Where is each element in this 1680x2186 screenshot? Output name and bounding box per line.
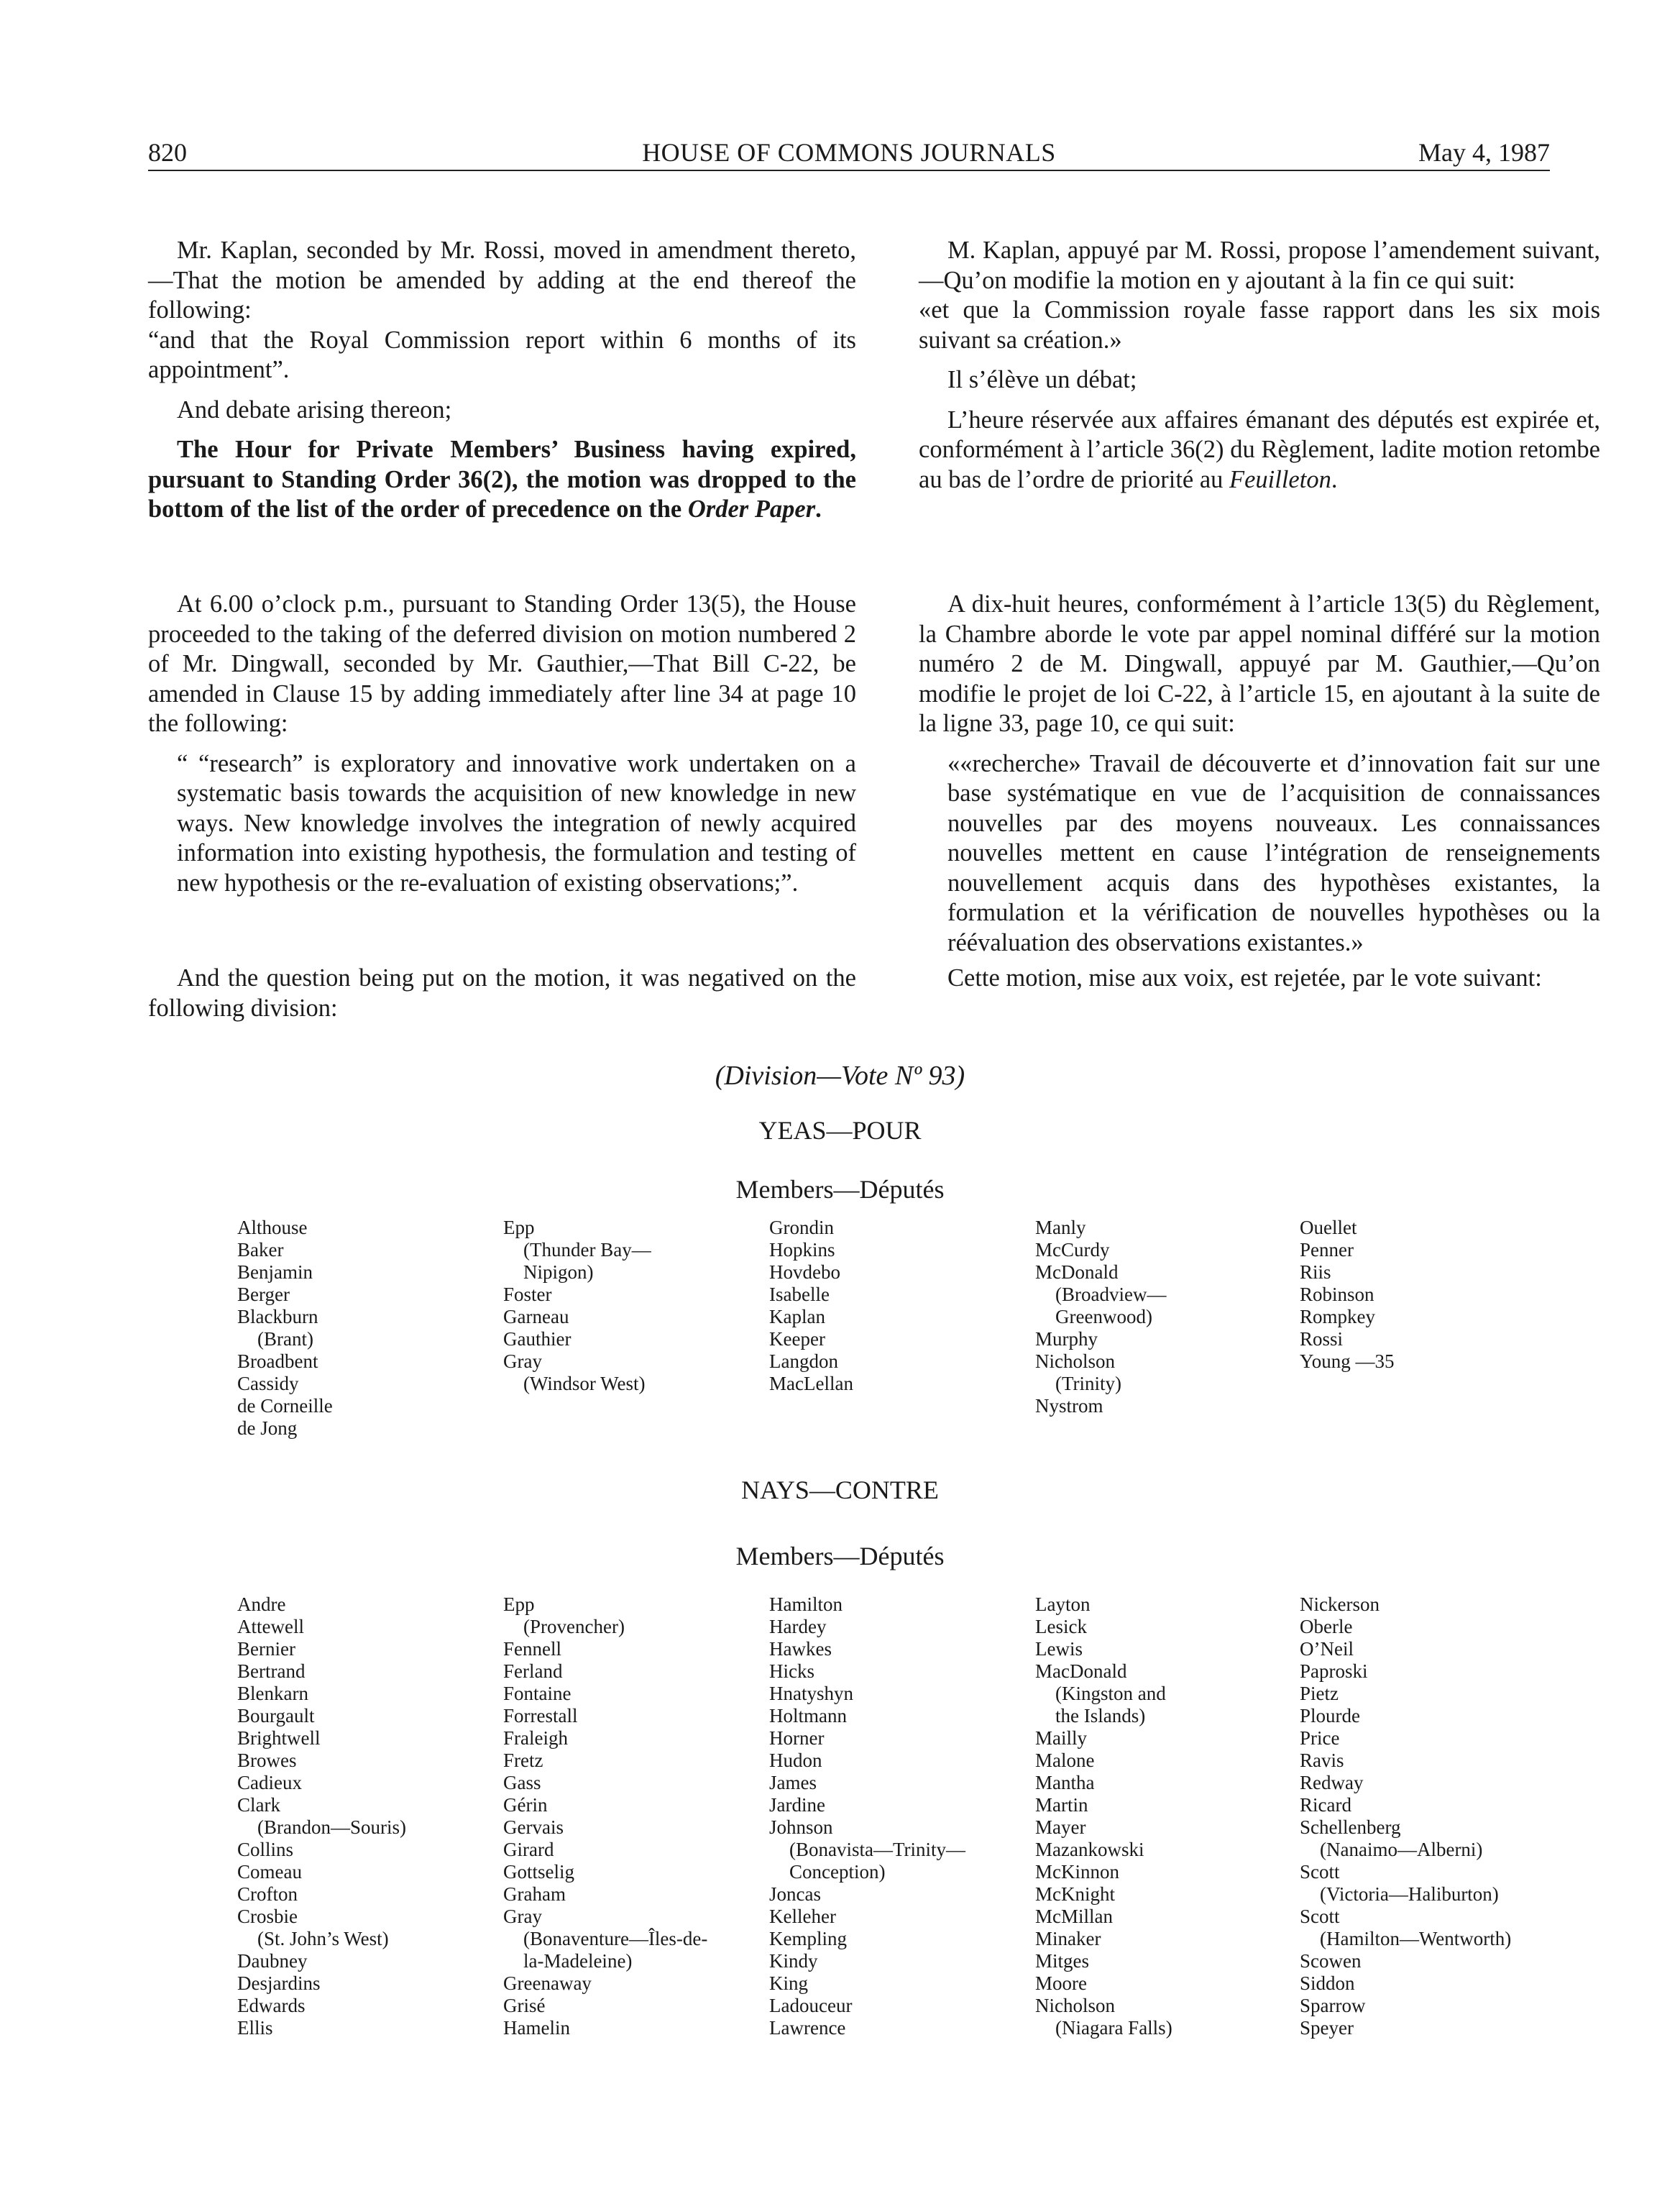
english-amendment-block — [148, 236, 856, 525]
member-name: Grondin — [769, 1217, 834, 1238]
member-name: Plourde — [1300, 1705, 1360, 1727]
english-hour-paragraph: The Hour for Private Members’ Business having expired, pursuant to Standing Order 36(2), the motion was dropped to the bottom of the list of the order of precedence on the Order Paper. — [148, 436, 856, 523]
member-name: Fraleigh — [503, 1727, 568, 1749]
yeas-column — [1035, 1217, 1166, 1417]
member-name: Hicks — [769, 1660, 814, 1682]
nays-heading: NAYS—CONTRE — [741, 1476, 939, 1504]
member-name: Keeper — [769, 1328, 825, 1350]
member-name: Rompkey — [1300, 1306, 1375, 1327]
member-name: Grisé — [503, 1995, 546, 2016]
french-deferred-paragraph: A dix-huit heures, conformément à l’article 13(5) du Règlement, la Chambre aborde le vote par appel nominal différé sur la motion numéro 2 de M. Dingwall, appuyé par M. Gauthier,—Qu’on modifie le projet de loi C-22, à l’article 15, en ajoutant à la suite de la ligne 33, page 10, ce qui suit: — [919, 590, 1600, 737]
member-name: McCurdy — [1035, 1239, 1110, 1261]
member-name: Joncas — [769, 1883, 821, 1905]
member-name: Kelleher — [769, 1906, 836, 1927]
member-name: Rossi — [1300, 1328, 1344, 1350]
member-name: Brightwell — [237, 1727, 321, 1749]
member-name: Langdon — [769, 1350, 838, 1372]
member-name: Mayer — [1035, 1816, 1086, 1838]
member-name: Kempling — [769, 1928, 847, 1949]
member-name: McKnight — [1035, 1883, 1115, 1905]
page-number: 820 — [148, 138, 187, 167]
member-name: Hawkes — [769, 1638, 832, 1660]
member-name: (Provencher) — [523, 1616, 625, 1637]
french-research-quote: ««recherche» Travail de découverte et d’innovation fait sur une base systématique en vue de l’acquisition de connaissances nouvelles par des moyens nouveaux. Les connaissances nouvelles mettent en cause l’intégration de renseignements nouvellement acquis dans des hypothèses existantes, la formulation et la vérification de nouvelles hypothèses ou la réévaluation des observations existantes.» — [947, 749, 1600, 956]
french-question-block — [919, 964, 1600, 994]
english-question-paragraph: And the question being put on the motion, it was negatived on the following division: — [148, 964, 856, 1022]
member-name: Pietz — [1300, 1683, 1339, 1704]
member-name: Greenwood) — [1055, 1306, 1152, 1327]
member-name: Holtmann — [769, 1705, 847, 1727]
member-name: McMillan — [1035, 1906, 1113, 1927]
member-name: Mitges — [1035, 1950, 1090, 1972]
member-name: Riis — [1300, 1261, 1331, 1283]
member-name: Layton — [1035, 1593, 1091, 1615]
member-name: Crofton — [237, 1883, 298, 1905]
member-name: Nipigon) — [523, 1261, 594, 1283]
member-name: Gauthier — [503, 1328, 572, 1350]
member-name: Mantha — [1035, 1772, 1095, 1793]
member-name: Hudon — [769, 1750, 822, 1771]
member-name: Ouellet — [1300, 1217, 1357, 1238]
nays-column — [769, 1593, 965, 2039]
member-name: Conception) — [789, 1861, 886, 1883]
member-name: Clark — [237, 1794, 280, 1816]
member-name: Berger — [237, 1284, 290, 1305]
member-name: James — [769, 1772, 817, 1793]
member-name: Hopkins — [769, 1239, 835, 1261]
member-name: Penner — [1300, 1239, 1354, 1261]
member-name: Baker — [237, 1239, 284, 1261]
member-name: Nicholson — [1035, 1995, 1115, 2016]
member-name: Andre — [237, 1593, 286, 1615]
member-name: Oberle — [1300, 1616, 1353, 1637]
yeas-heading: YEAS—POUR — [758, 1116, 922, 1145]
member-name: MacLellan — [769, 1373, 853, 1394]
member-name: Hnatyshyn — [769, 1683, 853, 1704]
member-name: Benjamin — [237, 1261, 313, 1283]
journal-date: May 4, 1987 — [1418, 138, 1550, 167]
member-name: Nicholson — [1035, 1350, 1115, 1372]
member-name: Paproski — [1300, 1660, 1368, 1682]
member-name: Gass — [503, 1772, 541, 1793]
member-name: Redway — [1300, 1772, 1364, 1793]
member-name: (St. John’s West) — [257, 1928, 389, 1949]
member-name: Jardine — [769, 1794, 825, 1816]
member-name: Young —35 — [1300, 1350, 1395, 1372]
member-name: Bourgault — [237, 1705, 315, 1727]
member-name: (Victoria—Haliburton) — [1320, 1883, 1499, 1905]
english-research-quote: “ “research” is exploratory and innovative work undertaken on a systematic basis towards the acquisition of new knowledge in new ways. New knowledge involves the integration of newly acquired information into existing hypothesis, the formulation and testing of new hypothesis or the re-evaluation of existing observations;”. — [177, 749, 856, 897]
english-deferred-block — [148, 590, 856, 898]
nays-members-heading: Members—Députés — [735, 1542, 945, 1570]
member-name: (Brandon—Souris) — [257, 1816, 406, 1838]
member-name: McKinnon — [1035, 1861, 1119, 1883]
member-name: Forrestall — [503, 1705, 578, 1727]
member-name: la-Madeleine) — [523, 1950, 633, 1972]
member-name: Epp — [503, 1217, 535, 1238]
member-name: Minaker — [1035, 1928, 1101, 1949]
member-name: Epp — [503, 1593, 535, 1615]
member-name: Fennell — [503, 1638, 561, 1660]
member-name: Gray — [503, 1350, 542, 1372]
member-name: Robinson — [1300, 1284, 1374, 1305]
member-name: Kindy — [769, 1950, 818, 1972]
member-name: McDonald — [1035, 1261, 1119, 1283]
member-name: (Brant) — [257, 1328, 313, 1350]
member-name: (Hamilton—Wentworth) — [1320, 1928, 1512, 1949]
member-name: Graham — [503, 1883, 566, 1905]
nays-column — [1035, 1593, 1172, 2039]
member-name: (Nanaimo—Alberni) — [1320, 1839, 1483, 1860]
member-name: (Trinity) — [1055, 1373, 1122, 1394]
english-amendment-paragraph: Mr. Kaplan, seconded by Mr. Rossi, moved in amendment thereto,—That the motion be amended by adding at the end thereof the following: — [148, 237, 856, 324]
french-deferred-block — [919, 590, 1600, 958]
member-name: (Windsor West) — [523, 1373, 646, 1394]
member-name: MacDonald — [1035, 1660, 1127, 1682]
english-debate-paragraph: And debate arising thereon; — [177, 395, 452, 424]
member-name: Fretz — [503, 1750, 543, 1771]
journal-title: HOUSE OF COMMONS JOURNALS — [642, 138, 1056, 167]
member-name: the Islands) — [1055, 1705, 1146, 1727]
member-name: Scott — [1300, 1906, 1340, 1927]
member-name: Comeau — [237, 1861, 302, 1883]
member-name: Murphy — [1035, 1328, 1098, 1350]
french-amendment-block — [919, 236, 1600, 495]
english-deferred-paragraph: At 6.00 o’clock p.m., pursuant to Standing Order 13(5), the House proceeded to the taking of the deferred division on motion numbered 2 of Mr. Dingwall, seconded by Mr. Gauthier,—That Bill C-22, be amended in Clause 15 by adding immediately after line 34 at page 10 the following: — [148, 590, 856, 737]
member-name: Browes — [237, 1750, 297, 1771]
member-name: Ravis — [1300, 1750, 1344, 1771]
member-name: (Kingston and — [1055, 1683, 1166, 1704]
member-name: Greenaway — [503, 1972, 592, 1994]
member-name: Desjardins — [237, 1972, 321, 1994]
member-name: Bertrand — [237, 1660, 306, 1682]
member-name: de Corneille — [237, 1395, 333, 1417]
member-name: Scowen — [1300, 1950, 1362, 1972]
member-name: Foster — [503, 1284, 552, 1305]
member-name: Mailly — [1035, 1727, 1087, 1749]
member-name: Price — [1300, 1727, 1340, 1749]
member-name: Hardey — [769, 1616, 827, 1637]
member-name: Collins — [237, 1839, 294, 1860]
french-amendment-paragraph: M. Kaplan, appuyé par M. Rossi, propose l’amendement suivant,—Qu’on modifie la motion en y ajoutant à la fin ce qui suit: — [919, 237, 1600, 294]
member-name: (Niagara Falls) — [1055, 2017, 1172, 2039]
member-name: Lewis — [1035, 1638, 1083, 1660]
french-hour-paragraph: L’heure réservée aux affaires émanant des députés est expirée et, conformément à l’article 36(2) du Règlement, ladite motion retombe au bas de l’ordre de priorité au Feuilleton. — [919, 406, 1600, 493]
nays-column — [1300, 1593, 1511, 2039]
yeas-column — [503, 1217, 651, 1395]
yeas-column — [1300, 1217, 1395, 1373]
member-name: Broadbent — [237, 1350, 318, 1372]
member-name: Cadieux — [237, 1772, 302, 1793]
member-name: Lawrence — [769, 2017, 846, 2039]
member-name: Ferland — [503, 1660, 563, 1682]
member-name: Edwards — [237, 1995, 306, 2016]
french-amendment-quote: «et que la Commission royale fasse rapport dans les six mois suivant sa création.» — [919, 296, 1600, 354]
member-name: Hamilton — [769, 1593, 843, 1615]
member-name: Blenkarn — [237, 1683, 308, 1704]
member-name: Hamelin — [503, 2017, 570, 2039]
yeas-column — [769, 1217, 853, 1395]
member-name: Scott — [1300, 1861, 1340, 1883]
member-name: Speyer — [1300, 2017, 1354, 2039]
member-name: Attewell — [237, 1616, 304, 1637]
member-name: Kaplan — [769, 1306, 825, 1327]
member-name: Lesick — [1035, 1616, 1087, 1637]
member-name: Sparrow — [1300, 1995, 1366, 2016]
nays-column — [503, 1593, 707, 2039]
member-name: (Thunder Bay— — [523, 1239, 651, 1261]
member-name: O’Neil — [1300, 1638, 1354, 1660]
member-name: Cassidy — [237, 1373, 299, 1394]
member-name: Gérin — [503, 1794, 548, 1816]
member-name: Johnson — [769, 1816, 833, 1838]
member-name: Horner — [769, 1727, 825, 1749]
member-name: Fontaine — [503, 1683, 572, 1704]
division-title: (Division—Vote Nº 93) — [715, 1061, 965, 1091]
member-name: Crosbie — [237, 1906, 298, 1927]
member-name: Isabelle — [769, 1284, 830, 1305]
member-name: (Bonaventure—Îles-de- — [523, 1928, 708, 1949]
member-name: Malone — [1035, 1750, 1095, 1771]
member-name: King — [769, 1972, 808, 1994]
yeas-column — [237, 1217, 333, 1440]
member-name: Martin — [1035, 1794, 1088, 1816]
member-name: Manly — [1035, 1217, 1086, 1238]
member-name: Moore — [1035, 1972, 1087, 1994]
member-name: Bernier — [237, 1638, 295, 1660]
member-name: Siddon — [1300, 1972, 1355, 1994]
member-name: Ladouceur — [769, 1995, 853, 2016]
member-name: Ricard — [1300, 1794, 1351, 1816]
french-debate-paragraph: Il s’élève un débat; — [947, 366, 1137, 393]
member-name: Mazankowski — [1035, 1839, 1144, 1860]
nays-column — [237, 1593, 406, 2039]
member-name: Garneau — [503, 1306, 569, 1327]
member-name: Schellenberg — [1300, 1816, 1401, 1838]
member-name: (Broadview— — [1055, 1284, 1167, 1305]
running-head — [148, 135, 1550, 171]
english-amendment-quote: “and that the Royal Commission report within 6 months of its appointment”. — [148, 326, 856, 383]
member-name: Gottselig — [503, 1861, 574, 1883]
member-name: Daubney — [237, 1950, 308, 1972]
member-name: (Bonavista—Trinity— — [789, 1839, 966, 1860]
member-name: Girard — [503, 1839, 554, 1860]
member-name: Blackburn — [237, 1306, 318, 1327]
member-name: Gervais — [503, 1816, 564, 1838]
english-question-block — [148, 964, 856, 1023]
french-question-paragraph: Cette motion, mise aux voix, est rejetée, par le vote suivant: — [947, 964, 1542, 992]
member-name: Nickerson — [1300, 1593, 1380, 1615]
member-name: Hovdebo — [769, 1261, 840, 1283]
member-name: Ellis — [237, 2017, 273, 2039]
yeas-members-heading: Members—Députés — [735, 1175, 945, 1204]
member-name: Gray — [503, 1906, 542, 1927]
member-name: Althouse — [237, 1217, 308, 1238]
member-name: Nystrom — [1035, 1395, 1103, 1417]
member-name: de Jong — [237, 1417, 298, 1439]
